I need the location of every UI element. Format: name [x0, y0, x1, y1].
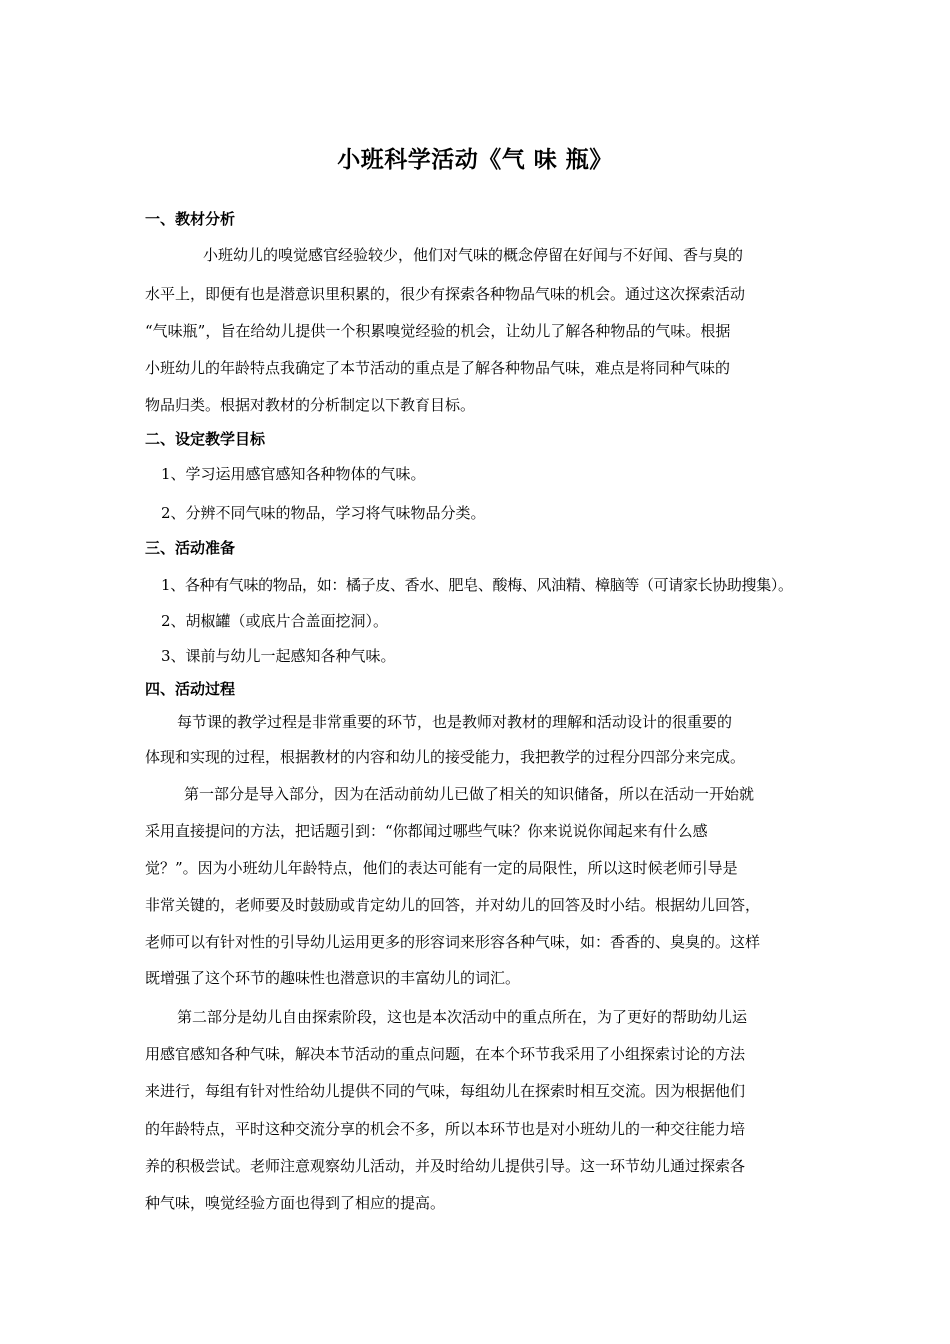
paragraph-line: 第二部分是幼儿自由探索阶段，这也是本次活动中的重点所在，为了更好的帮助幼儿运 — [177, 1008, 748, 1026]
list-item: 2、分辨不同气味的物品，学习将气味物品分类。 — [161, 504, 486, 522]
paragraph-line: 体现和实现的过程，根据教材的内容和幼儿的接受能力，我把教学的过程分四部分来完成。 — [145, 748, 746, 766]
paragraph-line: 第一部分是导入部分，因为在活动前幼儿已做了相关的知识储备，所以在活动一开始就 — [184, 785, 755, 803]
paragraph-line: 既增强了这个环节的趣味性也潜意识的丰富幼儿的词汇。 — [145, 969, 521, 987]
paragraph-line: 每节课的教学过程是非常重要的环节，也是教师对教材的理解和活动设计的很重要的 — [177, 713, 733, 731]
paragraph-line: 的年龄特点，平时这种交流分享的机会不多，所以本环节也是对小班幼儿的一种交往能力培 — [145, 1120, 746, 1138]
paragraph-line: 觉？”。因为小班幼儿年龄特点，他们的表达可能有一定的局限性，所以这时候老师引导是 — [145, 859, 738, 877]
list-item: 1、各种有气味的物品，如：橘子皮、香水、肥皂、酸梅、风油精、樟脑等（可请家长协助搜集）。 — [161, 576, 793, 594]
section-heading-goals: 二、设定教学目标 — [145, 430, 266, 448]
paragraph-line: 物品归类。根据对教材的分析制定以下教育目标。 — [145, 396, 476, 414]
list-item: 1、学习运用感官感知各种物体的气味。 — [161, 465, 426, 483]
paragraph-line: 种气味，嗅觉经验方面也得到了相应的提高。 — [145, 1194, 446, 1212]
paragraph-line: 小班幼儿的年龄特点我确定了本节活动的重点是了解各种物品气味，难点是将同种气味的 — [145, 359, 731, 377]
paragraph-line: 小班幼儿的嗅觉感官经验较少，他们对气味的概念停留在好闻与不好闻、香与臭的 — [203, 246, 744, 264]
paragraph-line: 养的积极尝试。老师注意观察幼儿活动，并及时给幼儿提供引导。这一环节幼儿通过探索各 — [145, 1157, 746, 1175]
list-item: 2、胡椒罐（或底片合盖面挖洞）。 — [161, 612, 389, 630]
list-item: 3、课前与幼儿一起感知各种气味。 — [161, 647, 396, 665]
paragraph-line: 老师可以有针对性的引导幼儿运用更多的形容词来形容各种气味，如：香香的、臭臭的。这样 — [145, 933, 761, 951]
section-heading-materials: 一、教材分析 — [145, 210, 236, 228]
paragraph-line: 用感官感知各种气味，解决本节活动的重点问题，在本个环节我采用了小组探索讨论的方法 — [145, 1045, 746, 1063]
paragraph-line: 来进行，每组有针对性给幼儿提供不同的气味，每组幼儿在探索时相互交流。因为根据他们 — [145, 1082, 746, 1100]
paragraph-line: “气味瓶”，旨在给幼儿提供一个积累嗅觉经验的机会，让幼儿了解各种物品的气味。根据 — [145, 322, 731, 340]
paragraph-line: 采用直接提问的方法，把话题引到：“你都闻过哪些气味？你来说说你闻起来有什么感 — [145, 822, 708, 840]
section-heading-preparation: 三、活动准备 — [145, 539, 236, 557]
paragraph-line: 非常关键的，老师要及时鼓励或肯定幼儿的回答，并对幼儿的回答及时小结。根据幼儿回答， — [145, 896, 761, 914]
paragraph-line: 水平上，即便有也是潜意识里积累的，很少有探索各种物品气味的机会。通过这次探索活动 — [145, 285, 746, 303]
section-heading-process: 四、活动过程 — [145, 680, 236, 698]
document-title: 小班科学活动《气 味 瓶》 — [337, 146, 613, 173]
